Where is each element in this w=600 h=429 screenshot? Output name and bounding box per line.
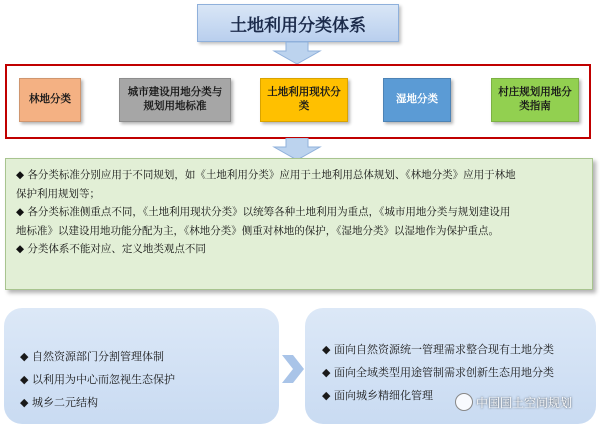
category-urban-construction: 城市建设用地分类与规划用地标准 bbox=[119, 78, 231, 122]
problem-item: ◆ 城乡二元结构 bbox=[20, 396, 98, 409]
category-land-use-status: 土地利用现状分类 bbox=[260, 78, 348, 122]
problem-item: ◆ 以利用为中心而忽视生态保护 bbox=[20, 373, 175, 386]
category-frame bbox=[5, 64, 591, 139]
direction-item: ◆ 面向自然资源统一管理需求整合现有土地分类 bbox=[322, 343, 554, 356]
right-arrow-icon bbox=[282, 355, 304, 383]
category-village-planning: 村庄规划用地分类指南 bbox=[491, 78, 579, 122]
description-line: ◆ 各分类标准侧重点不同，《土地利用现状分类》以统筹各种土地利用为重点，《城市用地分类与规划建设用 bbox=[16, 206, 511, 218]
category-forest: 林地分类 bbox=[19, 78, 81, 122]
problem-item: ◆ 自然资源部门分割管理体制 bbox=[20, 350, 164, 363]
description-line: 保护利用规划等； bbox=[16, 187, 100, 200]
description-box bbox=[5, 158, 593, 290]
watermark bbox=[455, 393, 572, 411]
description-line: ◆ 分类体系不能对应、定义地类观点不同 bbox=[16, 243, 206, 255]
wechat-logo-icon bbox=[455, 393, 473, 411]
down-arrow-icon bbox=[272, 42, 322, 64]
watermark-text: 中国国土空间规划 bbox=[476, 395, 573, 410]
description-line: 地标准》以建设用地功能分配为主，《林地分类》侧重对林地的保护，《湿地分类》以湿地作为保护重点。 bbox=[16, 224, 499, 237]
direction-item: ◆ 面向城乡精细化管理 bbox=[322, 389, 433, 402]
down-arrow-icon bbox=[272, 138, 322, 160]
diagram-title: 土地利用分类体系 bbox=[197, 4, 399, 42]
description-line: ◆ 各分类标准分别应用于不同规划，如《土地利用分类》应用于土地利用总体规划、《林地分类》应用于林地 bbox=[16, 169, 516, 181]
category-wetland: 湿地分类 bbox=[383, 78, 451, 122]
problems-box bbox=[4, 308, 279, 424]
direction-item: ◆ 面向全域类型用途管制需求创新生态用地分类 bbox=[322, 366, 554, 379]
